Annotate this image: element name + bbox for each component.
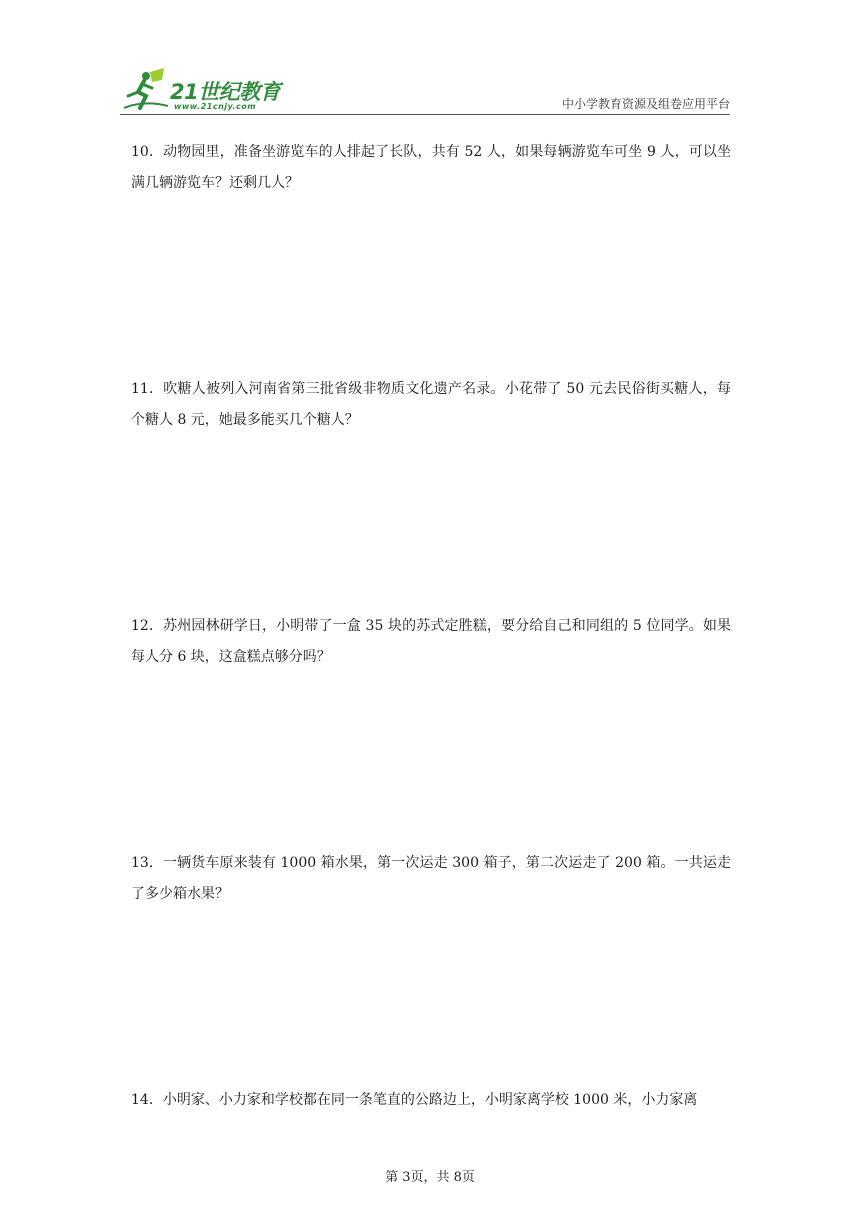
logo-url: www.21cnjy.com — [174, 102, 257, 111]
question-14: 14．小明家、小力家和学校都在同一条笔直的公路边上，小明家离学校 1000 米，小力家离 — [131, 1092, 698, 1108]
page-number: 第 3页，共 8页 — [385, 1170, 475, 1185]
header-divider — [120, 114, 730, 115]
question-11: 11．吹糖人被列入河南省第三批省级非物质文化遗产名录。小花带了 50 元去民俗街买糖人，每个糖人 8 元，她最多能买几个糖人？ — [131, 381, 731, 428]
question-10: 10．动物园里，准备坐游览车的人排起了长队，共有 52 人，如果每辆游览车可坐 9 人，可以坐满几辆游览车？还剩几人？ — [131, 144, 731, 191]
page-header — [120, 66, 730, 118]
logo-text: 21世纪教育 — [170, 80, 281, 104]
runner-logo-icon — [120, 66, 170, 114]
platform-name: 中小学教育资源及组卷应用平台 — [561, 97, 730, 111]
question-12: 12．苏州园林研学日，小明带了一盒 35 块的苏式定胜糕，要分给自己和同组的 5 位同学。如果每人分 6 块，这盒糕点够分吗？ — [131, 618, 731, 665]
question-13: 13．一辆货车原来装有 1000 箱水果，第一次运走 300 箱子，第二次运走了 200 箱。一共运走了多少箱水果？ — [131, 855, 731, 902]
logo — [120, 66, 290, 116]
